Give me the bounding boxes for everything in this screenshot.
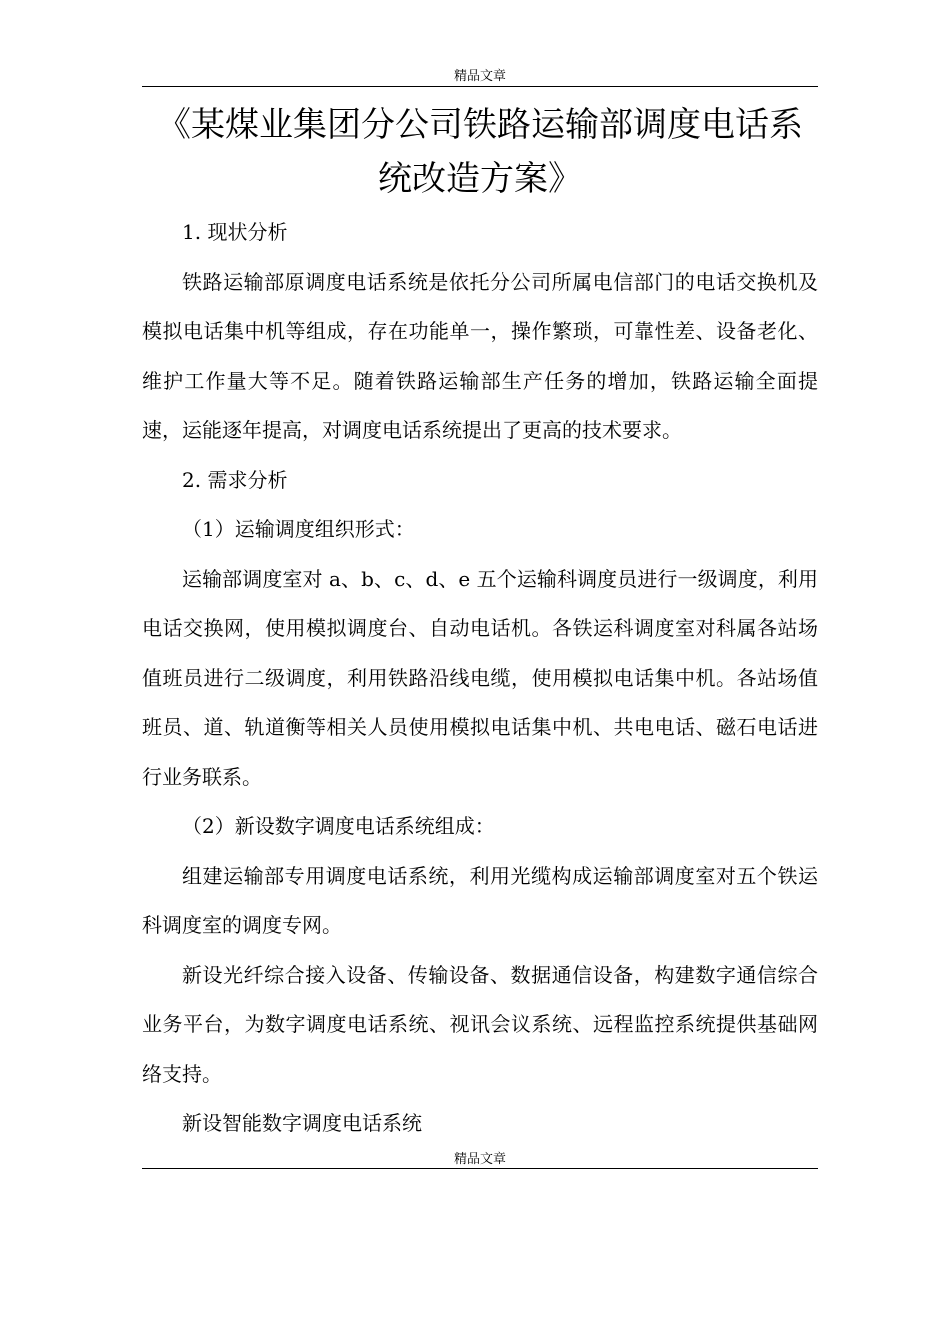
title-line-1: 《某煤业集团分公司铁路运输部调度电话系: [157, 105, 803, 145]
paragraph-dispatch-organization: 运输部调度室对 a、b、c、d、e 五个运输科调度员进行一级调度，利用电话交换网，使用模拟调度台、自动电话机。各铁运科调度室对科属各站场值班员进行二级调度，利用铁路沿线电缆，使用模拟电话集中机。各站场值班员、道、轨道衡等相关人员使用模拟电话集中机、共电电话、磁石电话进行业务联系。: [142, 566, 818, 789]
section-heading-status: 1. 现状分析: [182, 220, 288, 244]
title-line-2: 统改造方案》: [378, 159, 582, 199]
subheading-new-system: （2）新设数字调度电话系统组成：: [182, 814, 495, 838]
document-title: [142, 98, 818, 206]
document-body: [142, 208, 818, 1149]
footer-divider: [142, 1168, 818, 1169]
paragraph-status-analysis: 铁路运输部原调度电话系统是依托分公司所属电信部门的电话交换机及模拟电话集中机等组成，存在功能单一，操作繁琐，可靠性差、设备老化、维护工作量大等不足。随着铁路运输部生产任务的增加，铁路运输全面提速，运能逐年提高，对调度电话系统提出了更高的技术要求。: [142, 269, 818, 442]
page-footer: 精品文章: [453, 1152, 506, 1167]
paragraph-smart-dispatch: 新设智能数字调度电话系统: [182, 1111, 422, 1135]
header-divider: [142, 86, 818, 87]
page-header: 精品文章: [453, 69, 506, 84]
paragraph-access-equipment: 新设光纤综合接入设备、传输设备、数据通信设备，构建数字通信综合业务平台，为数字调度电话系统、视讯会议系统、远程监控系统提供基础网络支持。: [142, 962, 818, 1086]
section-heading-requirements: 2. 需求分析: [182, 467, 288, 492]
paragraph-dedicated-network: 组建运输部专用调度电话系统，利用光缆构成运输部调度室对五个铁运科调度室的调度专网。: [142, 863, 818, 937]
subheading-dispatch-organization: （1）运输调度组织形式：: [182, 517, 415, 541]
